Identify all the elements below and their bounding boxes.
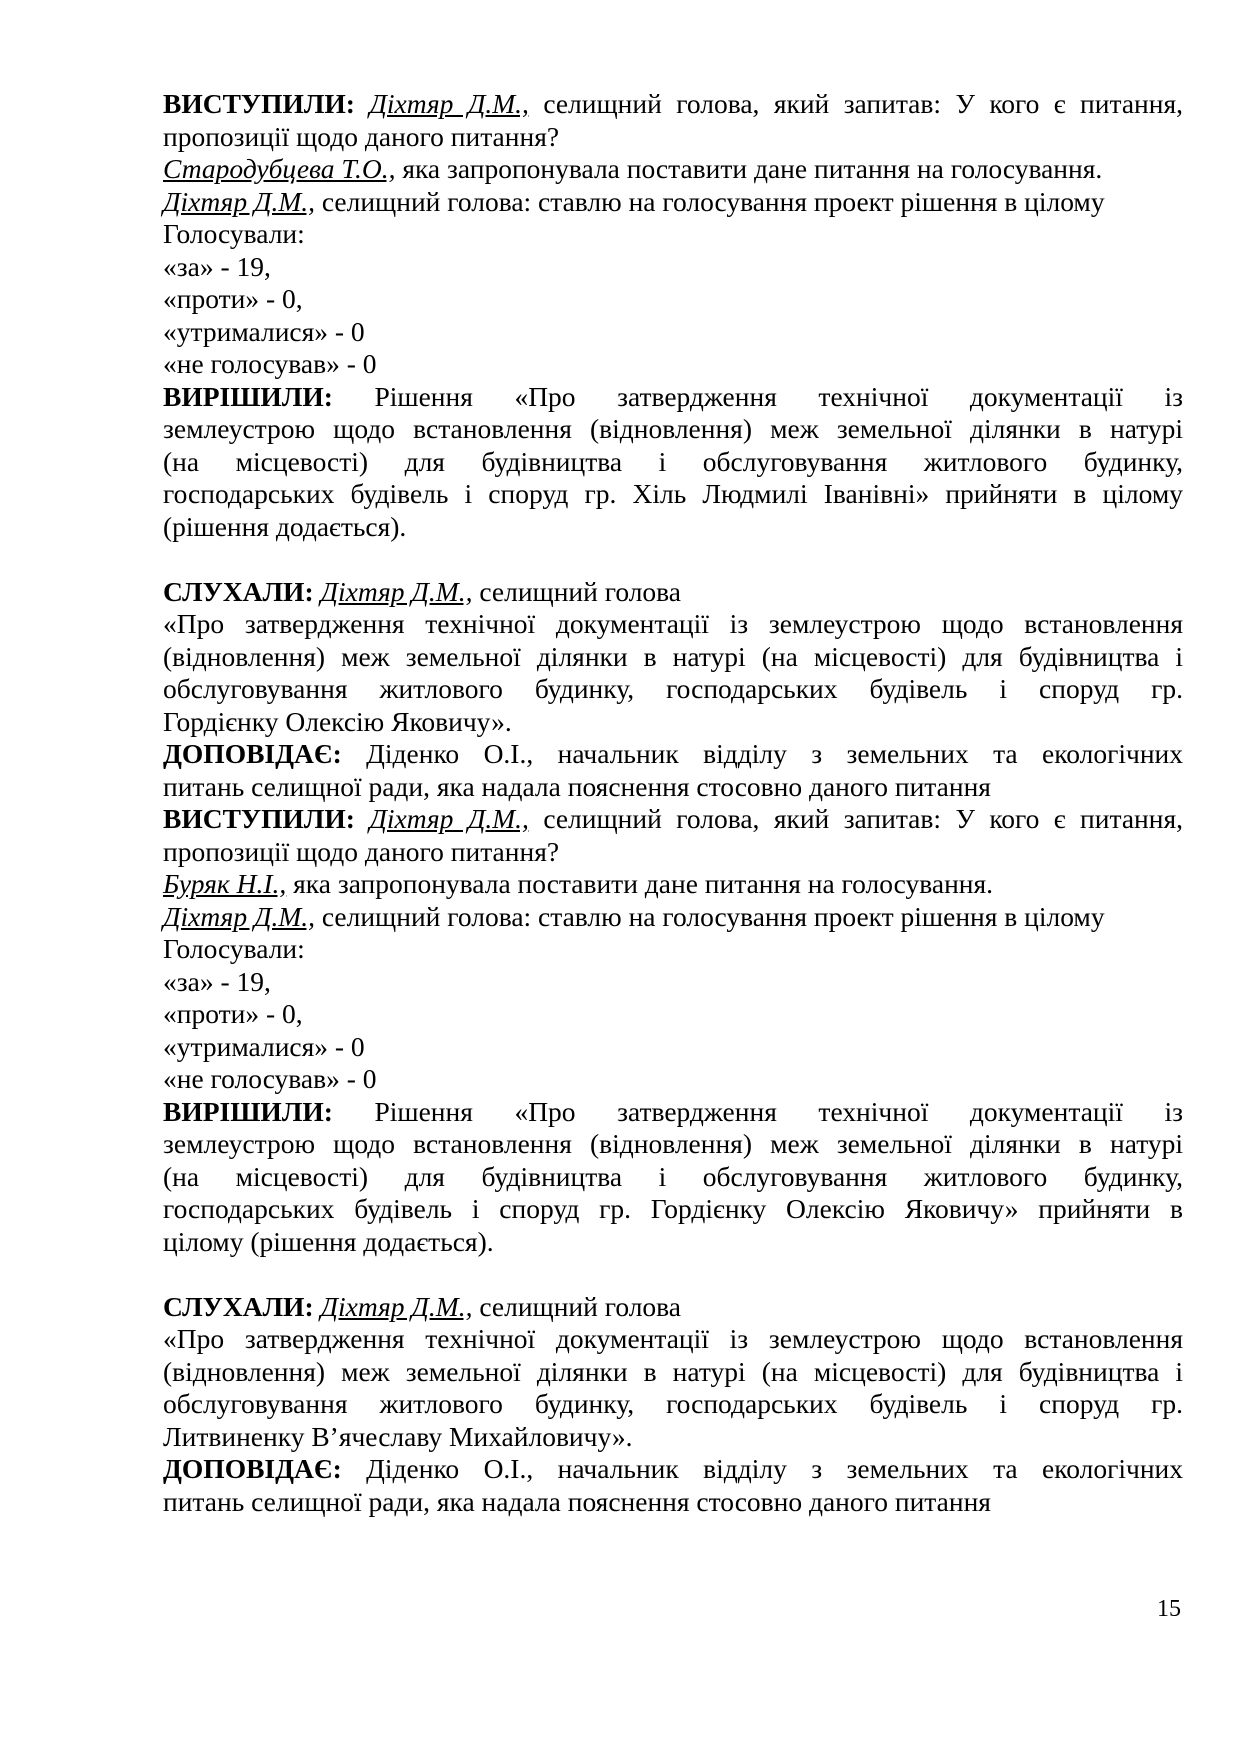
- text-run: обслуговування житлового будинку, господарських будівель і споруд гр.: [163, 673, 1183, 704]
- text-run: «не голосував» - 0: [163, 348, 377, 379]
- text-run: селищний голова: [472, 575, 682, 607]
- text-run: «не голосував» - 0: [163, 1063, 377, 1094]
- text-line: [163, 771, 1183, 804]
- text-line: [163, 1453, 1183, 1486]
- text-run: Діденко О.І., начальник відділу з земельних та екологічних: [341, 738, 1183, 769]
- page-number: 15: [1157, 1596, 1181, 1622]
- text-run: питань селищної ради, яка надала пояснення стосовно даного питання: [163, 1485, 991, 1517]
- text-run: селищний голова: ставлю на голосування проект рішення в цілому: [314, 185, 1105, 217]
- text-line: [163, 1193, 1183, 1226]
- text-line: [163, 868, 1183, 901]
- text-run: Рішення «Про затвердження технічної документації із: [332, 1095, 1183, 1127]
- text-line: [163, 218, 1183, 251]
- text-run: Литвиненку В’ячеславу Михайловичу».: [163, 1420, 633, 1452]
- text-run: «за» - 19,: [163, 250, 271, 282]
- text-run: [355, 88, 369, 119]
- text-line: [163, 706, 1183, 739]
- text-run: селищний голова, який запитав: У кого є питання,: [528, 88, 1183, 119]
- text-line: [163, 478, 1183, 511]
- text-line: [163, 933, 1183, 966]
- text-line: [163, 186, 1183, 219]
- text-run: (рішення додається).: [163, 510, 407, 542]
- text-run: яка запропонувала поставити дане питання на голосування.: [286, 868, 994, 899]
- text-run: (відновлення) меж земельної ділянки в натурі (на місцевості) для будівництва і: [163, 640, 1183, 672]
- text-line: [163, 1226, 1183, 1259]
- speaker-name: Діхтяр Д.М.,: [163, 900, 315, 932]
- text-line: [163, 836, 1183, 869]
- speaker-name: Діхтяр Д.М.,: [369, 803, 529, 834]
- text-line: [163, 576, 1183, 609]
- text-line: [163, 1486, 1183, 1519]
- speaker-name: Діхтяр Д.М.,: [163, 185, 315, 217]
- speaker-name: Стародубцева Т.О.,: [163, 153, 396, 184]
- speaker-name: Діхтяр Д.М.,: [320, 1290, 473, 1322]
- text-run: селищний голова, який запитав: У кого є питання,: [528, 803, 1183, 834]
- text-run: яка запропонувала поставити дане питання на голосування.: [395, 153, 1103, 184]
- text-run: господарських будівель і споруд гр. Хіль Людмилі Іванівні» прийняти в цілому: [163, 478, 1183, 509]
- text-run: пропозиції щодо даного питання?: [163, 120, 560, 152]
- text-run: землеустрою щодо встановлення (відновлення) меж земельної ділянки в натурі: [163, 1128, 1183, 1159]
- text-line: [163, 1128, 1183, 1161]
- text-run: «утрималися» - 0: [163, 1030, 365, 1062]
- text-run: Рішення «Про затвердження технічної документації із: [332, 380, 1183, 412]
- text-line: [163, 1161, 1183, 1194]
- text-line: [163, 738, 1183, 771]
- document-page: [163, 88, 1183, 1518]
- text-line: [163, 641, 1183, 674]
- text-line: [163, 673, 1183, 706]
- text-line: [163, 413, 1183, 446]
- text-line: [163, 1291, 1183, 1324]
- text-run: «Про затвердження технічної документації із землеустрою щодо встановлення: [163, 608, 1183, 639]
- section-heading: ДОПОВІДАЄ:: [163, 1453, 342, 1484]
- paragraph-gap: [163, 1258, 1183, 1291]
- text-line: [163, 1031, 1183, 1064]
- text-run: «утрималися» - 0: [163, 315, 365, 347]
- text-run: Голосували:: [163, 218, 305, 249]
- text-line: [163, 803, 1183, 836]
- text-line: [163, 1356, 1183, 1389]
- section-heading: ВИСТУПИЛИ:: [163, 88, 355, 119]
- text-line: [163, 1063, 1183, 1096]
- text-line: [163, 1421, 1183, 1454]
- section-heading: ВИРІШИЛИ:: [163, 1095, 333, 1127]
- text-line: [163, 1388, 1183, 1421]
- speaker-name: Діхтяр Д.М.,: [320, 575, 473, 607]
- text-run: Голосували:: [163, 933, 305, 964]
- text-line: [163, 1323, 1183, 1356]
- text-line: [163, 998, 1183, 1031]
- section-heading: ДОПОВІДАЄ:: [163, 738, 342, 769]
- text-line: [163, 608, 1183, 641]
- text-line: [163, 901, 1183, 934]
- text-run: «Про затвердження технічної документації із землеустрою щодо встановлення: [163, 1323, 1183, 1354]
- text-line: [163, 88, 1183, 121]
- speaker-name: Буряк Н.І.,: [163, 868, 287, 899]
- text-run: «за» - 19,: [163, 965, 271, 997]
- text-line: [163, 381, 1183, 414]
- text-run: обслуговування житлового будинку, господарських будівель і споруд гр.: [163, 1388, 1183, 1419]
- paragraph-gap: [163, 543, 1183, 576]
- text-run: господарських будівель і споруд гр. Гордієнку Олексію Яковичу» прийняти в: [163, 1193, 1183, 1224]
- text-line: [163, 348, 1183, 381]
- text-run: (на місцевості) для будівництва і обслуговування житлового будинку,: [163, 445, 1183, 477]
- text-run: землеустрою щодо встановлення (відновлення) меж земельної ділянки в натурі: [163, 413, 1183, 444]
- text-run: Діденко О.І., начальник відділу з земельних та екологічних: [341, 1453, 1183, 1484]
- text-run: селищний голова: ставлю на голосування проект рішення в цілому: [314, 900, 1105, 932]
- section-heading: ВИРІШИЛИ:: [163, 380, 333, 412]
- text-line: [163, 316, 1183, 349]
- text-line: [163, 446, 1183, 479]
- text-run: [355, 803, 369, 834]
- text-run: «проти» - 0,: [163, 283, 303, 314]
- text-line: [163, 1096, 1183, 1129]
- text-line: [163, 251, 1183, 284]
- text-run: Гордієнку Олексію Яковичу».: [163, 705, 512, 737]
- text-run: пропозиції щодо даного питання?: [163, 835, 560, 867]
- text-line: [163, 283, 1183, 316]
- text-line: [163, 966, 1183, 999]
- text-run: селищний голова: [472, 1290, 682, 1322]
- text-run: питань селищної ради, яка надала пояснення стосовно даного питання: [163, 770, 991, 802]
- text-line: [163, 121, 1183, 154]
- text-line: [163, 511, 1183, 544]
- section-heading: СЛУХАЛИ:: [163, 1290, 314, 1322]
- text-run: цілому (рішення додається).: [163, 1225, 494, 1257]
- section-heading: СЛУХАЛИ:: [163, 575, 314, 607]
- section-heading: ВИСТУПИЛИ:: [163, 803, 355, 834]
- text-run: (на місцевості) для будівництва і обслуговування житлового будинку,: [163, 1160, 1183, 1192]
- text-run: (відновлення) меж земельної ділянки в натурі (на місцевості) для будівництва і: [163, 1355, 1183, 1387]
- text-line: [163, 153, 1183, 186]
- text-run: «проти» - 0,: [163, 998, 303, 1029]
- speaker-name: Діхтяр Д.М.,: [369, 88, 529, 119]
